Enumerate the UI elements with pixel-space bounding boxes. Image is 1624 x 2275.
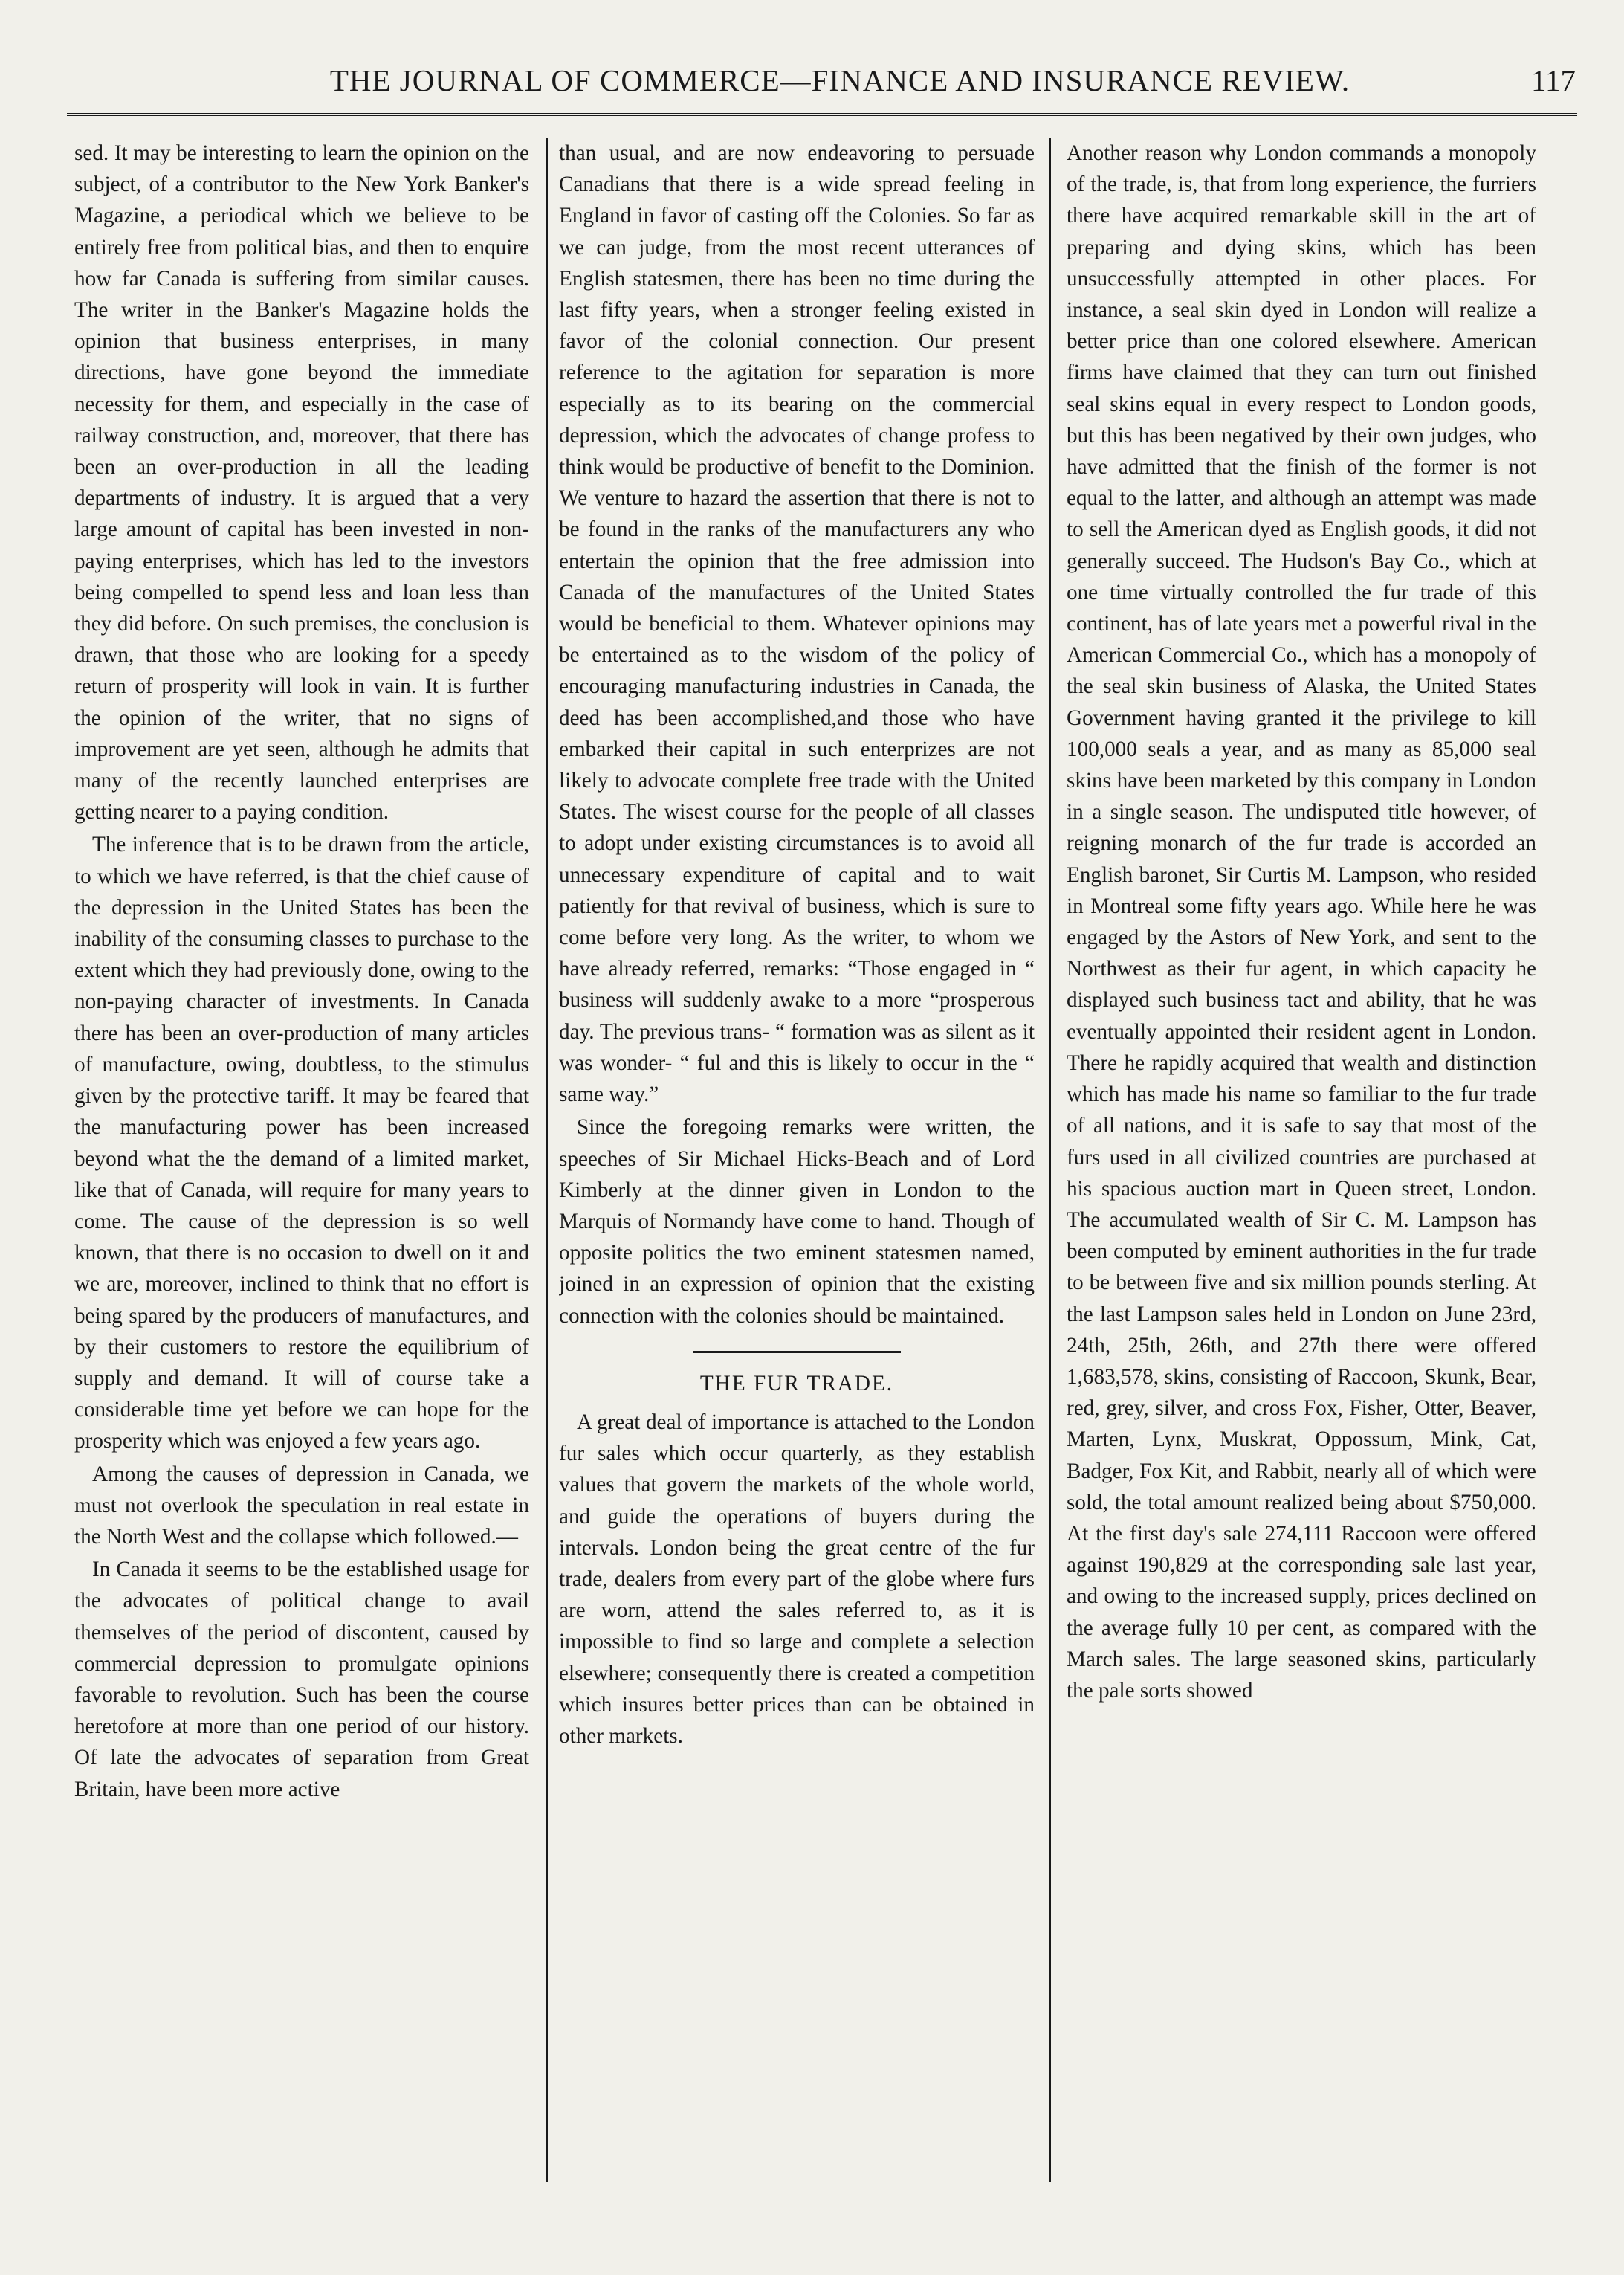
paragraph: In Canada it seems to be the established usage for the advocates of political change to avail themselves of the period of discontent, caused by commercial depression to promulgate opinions favorable to revolution. Such has been the course heretofore at more than one period of our history. Of late the advocates of separation from Great Britain, have been more active	[74, 1558, 529, 1801]
paragraph: sed. It may be interesting to learn the opinion on the subject, of a contributor to the New York Banker's Magazine, a periodical which we believe to be entirely free from political bias, and then to enquire how far Canada is suffering from similar causes. The writer in the Banker's Magazine holds the opinion that business enterprises, in many directions, have gone beyond the immediate necessity for them, and especially in the case of railway construction, and, moreover, that there has been an over-production in all the leading departments of industry. It is argued that a very large amount of capital has been invested in non-paying enterprises, which has led to the investors being compelled to spend less and loan less than they did before. On such premises, the conclusion is drawn, that those who are looking for a speedy return of prosperity will look in vain. It is further the opinion of the writer, that no signs of improvement are yet seen, although he admits that many of the recently launched enterprises are getting nearer to a paying condition.	[74, 141, 529, 825]
page-number: 117	[1531, 63, 1576, 97]
header-rule	[67, 113, 1577, 116]
paragraph: The inference that is to be drawn from the article, to which we have referred, is that the chief cause of the depression in the United States has been the inability of the consuming classes to purchase to the extent which they had previously done, owing to the non-paying character of investments. In Canada there has been an over-production of many articles of manufacture, owing, doubtless, to the stimulus given by the protective tariff. It may be feared that the manufacturing power has been increased beyond what the the demand of a limited market, like that of Canada, will require for many years to come. The cause of the depression is so well known, that there is no occasion to dwell on it and we are, moreover, inclined to think that no effort is being spared by the producers of manufactures, and by their customers to restore the equilibrium of supply and demand. It will of course take a considerable time yet before we can hope for the prosperity which was enjoyed a few years ago.	[74, 833, 529, 1453]
journal-title: THE JOURNAL OF COMMERCE—FINANCE AND INSURANCE REVIEW.	[329, 63, 1350, 97]
section-divider	[693, 1351, 901, 1353]
page-header	[67, 62, 1576, 114]
paragraph: Another reason why London commands a monopoly of the trade, is, that from long experience, the furriers there have acquired remarkable skill in the art of preparing and dying skins, which has been unsuccessfully attempted in other places. For instance, a seal skin dyed in London will realize a better price than one colored elsewhere. American firms have claimed that they can turn out finished seal skins equal in every respect to London goods, but this has been negatived by their own judges, who have admitted that the finish of the former is not equal to the latter, and although an attempt was made to sell the American dyed as English goods, it did not generally succeed. The Hudson's Bay Co., which at one time virtually controlled the fur trade of this continent, has of late years met a powerful rival in the American Commercial Co., which has a monopoly of the seal skin business of Alaska, the United States Government having granted it the privilege to kill 100,000 seals a year, and as many as 85,000 seal skins have been marketed by this company in London in a single season. The undisputed title however, of reigning monarch of the fur trade is accorded an English baronet, Sir Curtis M. Lampson, who resided in Montreal some fifty years ago. While here he was engaged by the Astors of New York, and sent to the Northwest as their fur agent, in which capacity he displayed such business tact and ability, that he was eventually appointed their resident agent in London. There he rapidly acquired that wealth and distinction which has made his name so familiar to the fur trade of all nations, and it is safe to say that most of the furs used in all civilized countries are purchased at his spacious auction mart in Queen street, London. The accumulated wealth of Sir C. M. Lampson has been computed by eminent authorities in the fur trade to be between five and six million pounds sterling. At the last Lampson sales held in London on June 23rd, 24th, 25th, 26th, and 27th there were offered 1,683,578, skins, consisting of Raccoon, Skunk, Bear, red, grey, silver, and cross Fox, Fisher, Otter, Beaver, Marten, Lynx, Muskrat, Oppossum, Mink, Cat, Badger, Fox Kit, and Rabbit, nearly all of which were sold, the total amount realized being about $750,000. At the first day's sale 274,111 Raccoon were offered against 190,829 at the corresponding sale last year, and owing to the increased supply, prices declined on the average fully 10 per cent, as compared with the March sales. The large seasoned skins, particularly the pale sorts showed	[1067, 141, 1536, 1703]
column-3	[1067, 138, 1536, 2160]
paragraph: Among the causes of depression in Canada, we must not overlook the speculation in real estate in the North West and the collapse which followed.—	[74, 1462, 529, 1549]
paragraph: Since the foregoing remarks were written, the speeches of Sir Michael Hicks-Beach and of Lord Kimberly at the dinner given in London to the Marquis of Normandy have come to hand. Though of opposite politics the two eminent statesmen named, joined in an expression of opinion that the existing connection with the colonies should be maintained.	[559, 1115, 1035, 1328]
column-divider-1	[546, 138, 548, 2182]
column-2	[559, 138, 1035, 2160]
paragraph: than usual, and are now endeavoring to persuade Canadians that there is a wide spread feeling in England in favor of casting off the Colonies. So far as we can judge, from the most recent utterances of English statesmen, there has been no time during the last fifty years, when a stronger feeling existed in favor of the colonial connection. Our present reference to the agitation for separation is more especially as to its bearing on the commercial depression, which the advocates of change profess to think would be productive of benefit to the Dominion. We venture to hazard the assertion that there is not to be found in the ranks of the manufacturers any who entertain the opinion that the free admission into Canada of the manufactures of the United States would be beneficial to them. Whatever opinions may be entertained as to the wisdom of the policy of encouraging manufacturing industries in Canada, the deed has been accomplished,and those who have embarked their capital in such enterprizes are not likely to advocate complete free trade with the United States. The wisest course for the people of all classes to adopt under existing circumstances is to avoid all unnecessary expenditure of capital and to wait patiently for that revival of business, which is sure to come before very long. As the writer, to whom we have already referred, remarks: “Those engaged in “ business will suddenly awake to a more “prosperous day. The previous trans- “ formation was as silent as it was wonder- “ ful and this is likely to occur in the “ same way.”	[559, 141, 1035, 1107]
section-heading: THE FUR TRADE.	[699, 1371, 894, 1395]
column-1	[74, 138, 529, 2160]
column-divider-2	[1049, 138, 1051, 2182]
paragraph: A great deal of importance is attached to the London fur sales which occur quarterly, as they establish values that govern the markets of the whole world, and guide the operations of buyers during the intervals. London being the great centre of the fur trade, dealers from every part of the globe where furs are worn, attend the sales referred to, as it is impossible to find so large and complete a selection elsewhere; consequently there is created a competition which insures better prices than can be obtained in other markets.	[559, 1410, 1035, 1748]
